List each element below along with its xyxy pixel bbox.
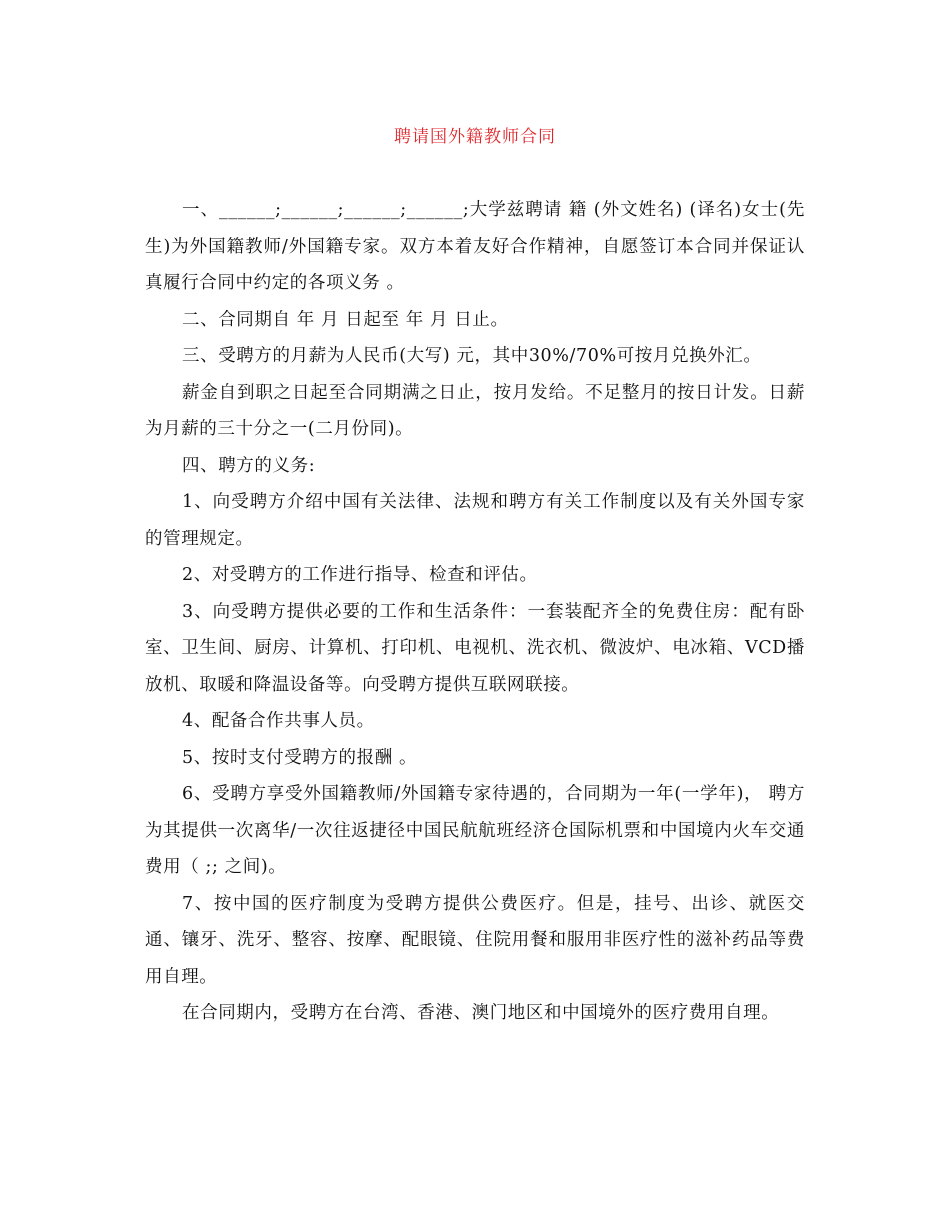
paragraph-item-2: 2、对受聘方的工作进行指导、检查和评估。	[182, 565, 538, 585]
paragraph-salary-payment: 薪金自到职之日起至合同期满之日止，按月发给。不足整月的按日计发。日薪为月薪的三十分之一(二月份同)。	[145, 382, 805, 439]
paragraph-item-3: 3、向受聘方提供必要的工作和生活条件：一套装配齐全的免费住房：配有卧室、卫生间、厨房、计算机、打印机、电视机、洗衣机、微波炉、电冰箱、VCD播放机、取暖和降温设备等。向受聘方提供互联网联接。	[145, 601, 805, 695]
paragraph-item-7: 7、按中国的医疗制度为受聘方提供公费医疗。但是，挂号、出诊、就医交通、镶牙、洗牙、整容、按摩、配眼镜、住院用餐和服用非医疗性的滋补药品等费用自理。	[145, 893, 805, 987]
document-body	[145, 192, 805, 1032]
paragraph-item-6: 6、受聘方享受外国籍教师/外国籍专家待遇的，合同期为一年(一学年)， 聘方为其提供一次离华/一次往返捷径中国民航航班经济仓国际机票和中国境内火车交通费用（ ;; 之间)。	[145, 784, 805, 877]
paragraph-medical-expenses: 在合同期内，受聘方在台湾、香港、澳门地区和中国境外的医疗费用自理。	[182, 1003, 780, 1023]
paragraph-clause-2-contract-period: 二、合同期自 年 月 日起至 年 月 日止。	[182, 309, 509, 330]
paragraph-item-1: 1、向受聘方介绍中国有关法律、法规和聘方有关工作制度以及有关外国专家的管理规定。	[145, 492, 805, 549]
document-title: 聘请国外籍教师合同	[394, 127, 556, 147]
paragraph-item-5: 5、按时支付受聘方的报酬 。	[182, 747, 418, 768]
paragraph-clause-4-heading: 四、聘方的义务:	[182, 455, 316, 476]
paragraph-clause-1: 一、______;______;______;______;大学兹聘请 籍 (外文姓名) (译名)女士(先生)为外国籍教师/外国籍专家。双方本着友好合作精神，自愿签订本合同并保证认真履行合同中约定的各项义务 。	[145, 200, 805, 293]
paragraph-clause-3-salary: 三、受聘方的月薪为人民币(大写) 元，其中30%/70%可按月兑换外汇。	[182, 346, 762, 366]
paragraph-item-4: 4、配备合作共事人员。	[182, 711, 375, 731]
